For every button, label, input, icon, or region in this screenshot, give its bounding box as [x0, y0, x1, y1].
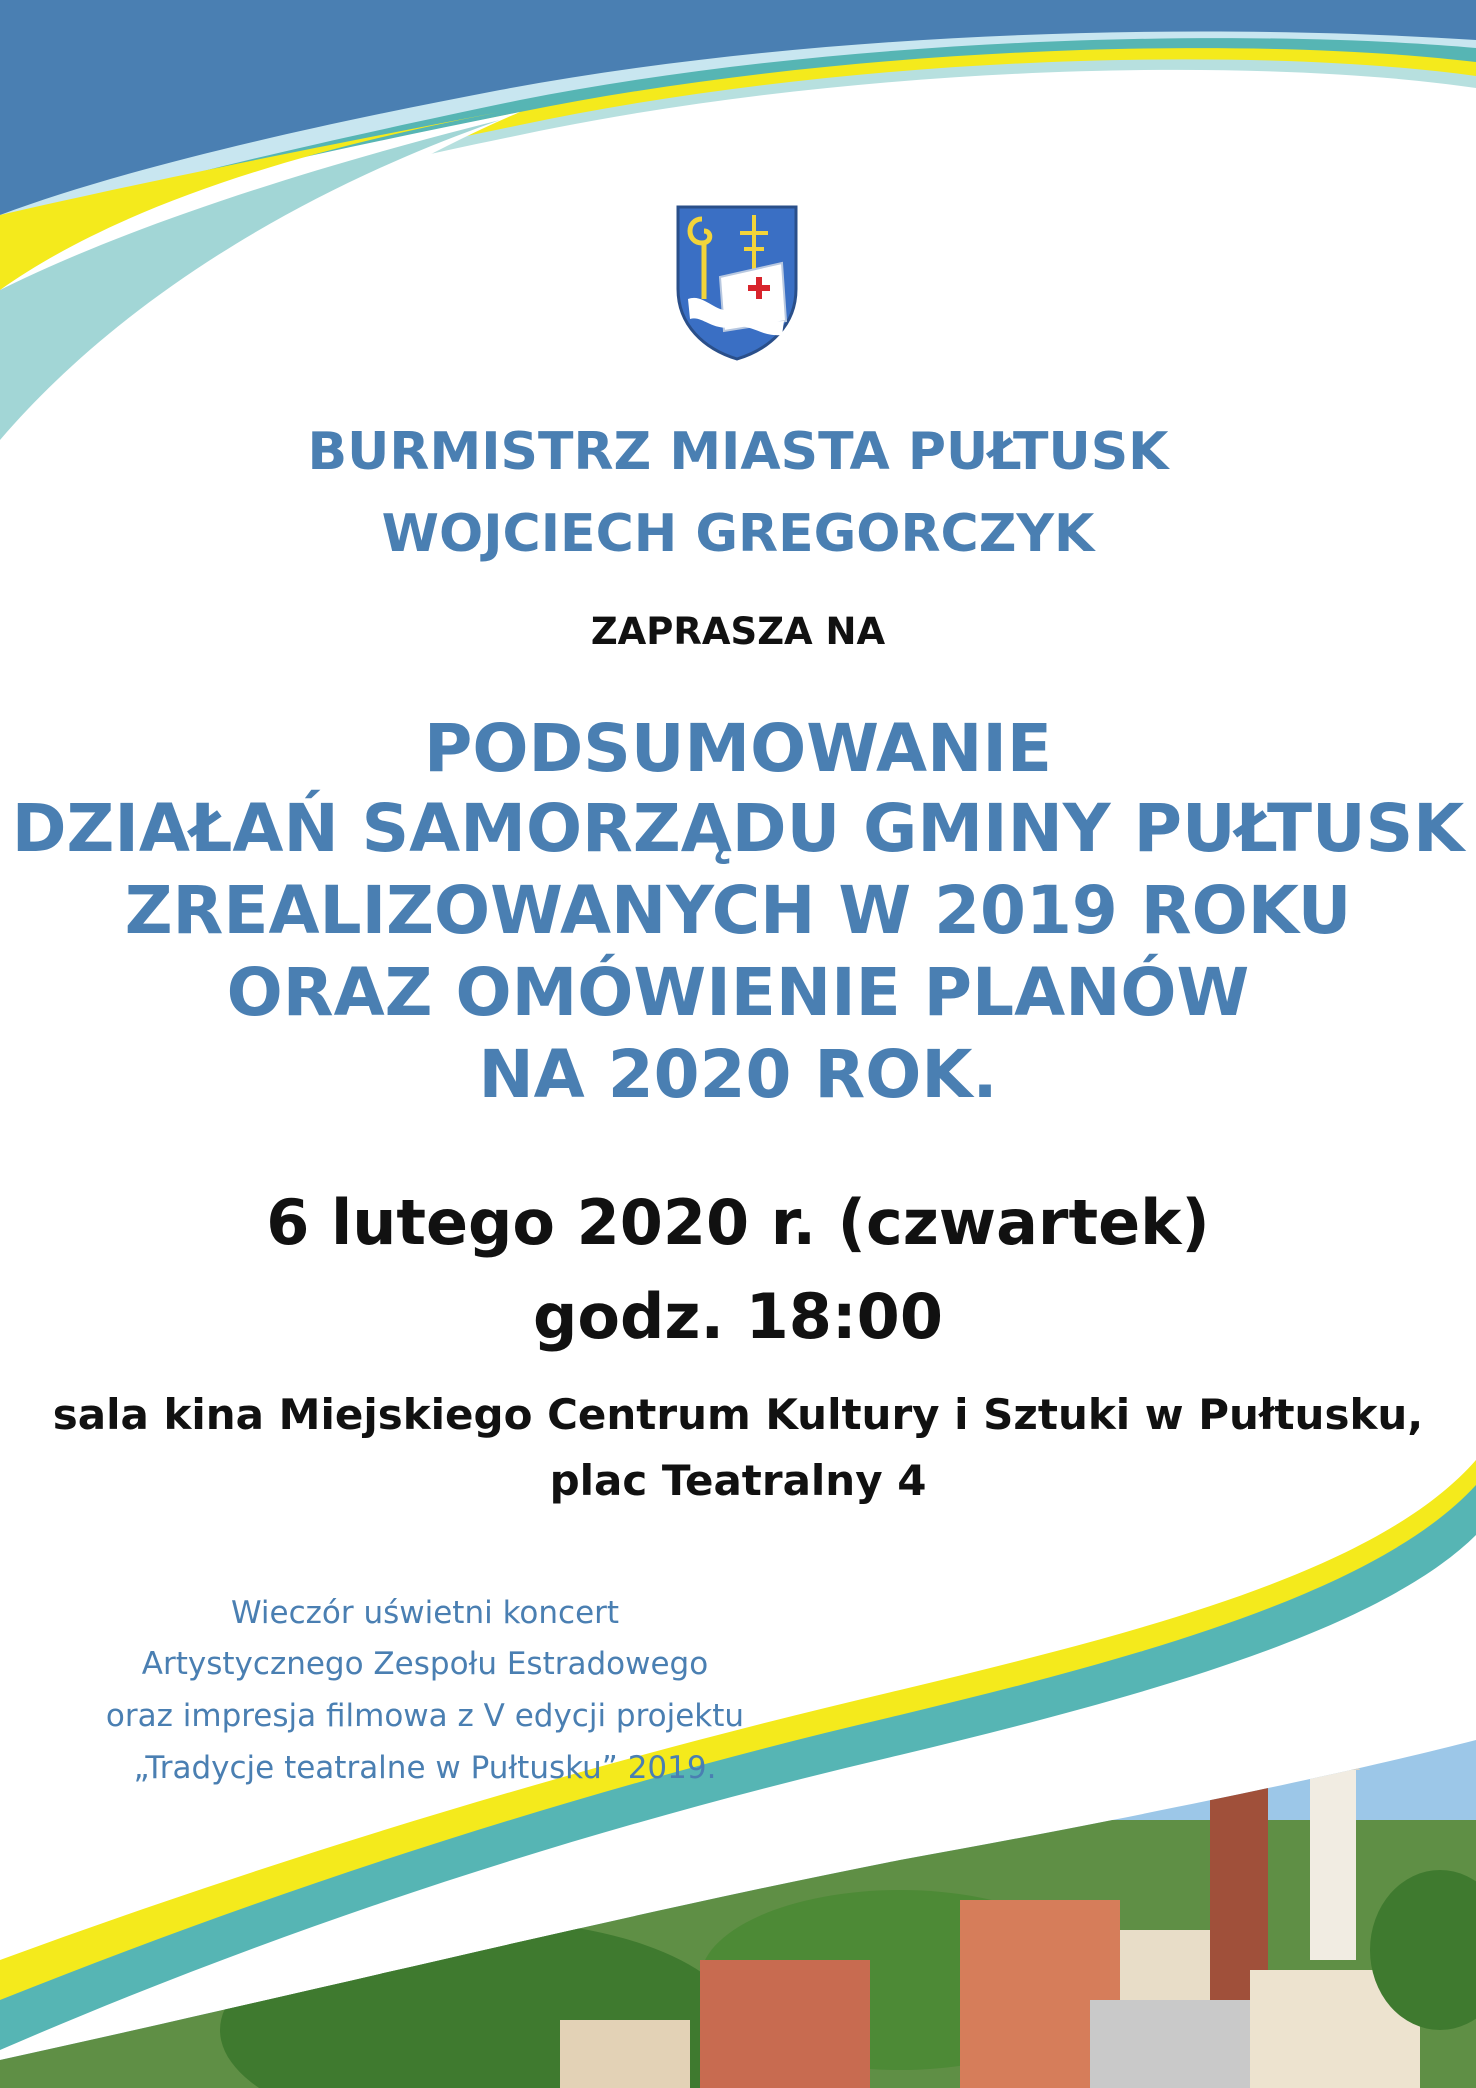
program-note-line: Wieczór uświetni koncert [230, 1595, 620, 1631]
program-note-line: „Tradycje teatralne w Pułtusku” 2019. [133, 1750, 717, 1786]
event-time: godz. 18:00 [533, 1280, 943, 1353]
organizer-line-1: BURMISTRZ MIASTA PUŁTUSK [307, 422, 1169, 482]
event-date: 6 lutego 2020 r. (czwartek) [266, 1186, 1210, 1259]
event-title-line: ZREALIZOWANYCH W 2019 ROKU [124, 872, 1352, 949]
venue-line-2: plac Teatralny 4 [549, 1456, 927, 1505]
event-title-line: PODSUMOWANIE [424, 710, 1052, 787]
venue-line-1: sala kina Miejskiego Centrum Kultury i Sztuki w Pułtusku, [52, 1390, 1424, 1439]
coat-of-arms-icon [674, 203, 800, 363]
organizer-line-2: WOJCIECH GREGORCZYK [381, 504, 1095, 564]
event-title-line: DZIAŁAŃ SAMORZĄDU GMINY PUŁTUSK [11, 790, 1465, 867]
program-note-line: Artystycznego Zespołu Estradowego [141, 1646, 709, 1682]
event-title-line: NA 2020 ROK. [478, 1036, 998, 1113]
program-note-line: oraz impresja filmowa z V edycji projektu [105, 1698, 745, 1734]
invite-text: ZAPRASZA NA [590, 610, 886, 653]
event-title-line: ORAZ OMÓWIENIE PLANÓW [226, 954, 1250, 1031]
